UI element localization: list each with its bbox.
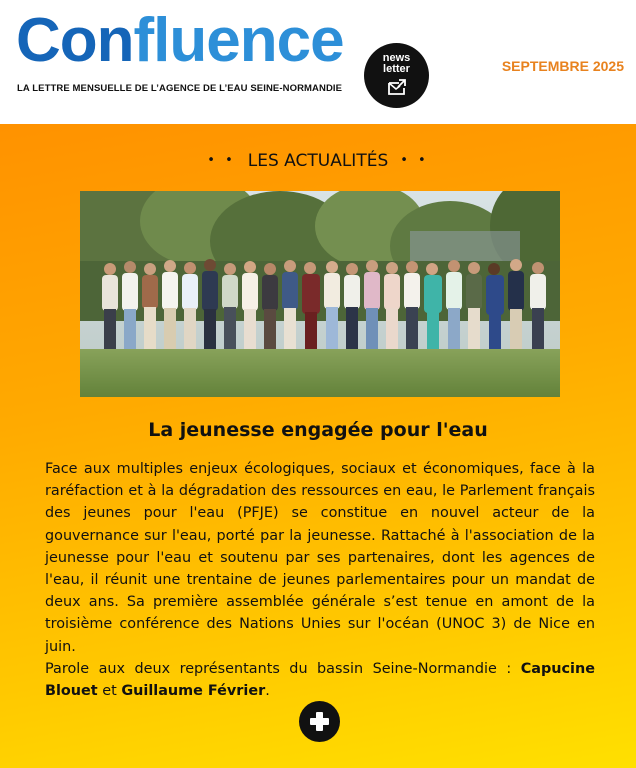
article-title: La jeunesse engagée pour l'eau bbox=[148, 419, 488, 441]
dots-left: • • bbox=[207, 153, 236, 168]
header bbox=[0, 0, 636, 124]
logo-part-1: Con bbox=[16, 6, 134, 75]
paragraph-2-intro: Parole aux deux représentants du bassin Seine-Normandie : bbox=[45, 660, 521, 677]
tagline: LA LETTRE MENSUELLE DE L’AGENCE DE L’EAU SEINE-NORMANDIE bbox=[17, 83, 343, 94]
logo-part-2: fluence bbox=[133, 6, 344, 75]
paragraph-2 bbox=[45, 658, 595, 702]
mail-envelope-icon bbox=[387, 78, 407, 98]
news-section bbox=[0, 124, 636, 768]
issue-date: SEPTEMBRE 2025 bbox=[501, 58, 624, 74]
plus-icon-vertical bbox=[316, 712, 323, 731]
read-more-button[interactable] bbox=[299, 701, 340, 742]
group-photo-illustration bbox=[80, 191, 560, 397]
section-title: LES ACTUALITÉS bbox=[247, 151, 389, 171]
period: . bbox=[265, 683, 270, 700]
name-capucine: Capucine Blouet bbox=[45, 660, 595, 700]
paragraph-1: Face aux multiples enjeux écologiques, sociaux et économiques, face à la raréfaction et à la dégradation des ressources en eau, le Parlement français des jeunes pour l'eau (PFJE) se constitue en nouvel acteur de la gouvernance sur l'eau, porté par la jeunesse. Rattaché à l'association de la jeunesse pour l'eau et soutenu par ses partenaires, dont les agences de l'eau, il réunit une trentaine de jeunes parlementaires pour un mandat de deux ans. Sa première assemblée générale s’est tenue en amont de la troisième conférence des Nations Unies sur l'océan (UNOC 3) de Nice en juin. bbox=[45, 461, 595, 655]
badge-line-1: news bbox=[382, 52, 411, 64]
newsletter-badge bbox=[364, 43, 429, 108]
article-body bbox=[45, 458, 595, 702]
group-photo[interactable] bbox=[80, 191, 560, 397]
dots-right: • • bbox=[400, 153, 429, 168]
section-heading bbox=[0, 151, 636, 171]
badge-line-2: letter bbox=[383, 63, 410, 75]
conjunction: et bbox=[97, 683, 122, 700]
name-guillaume: Guillaume Février bbox=[121, 683, 266, 700]
confluence-logo[interactable] bbox=[16, 6, 344, 76]
